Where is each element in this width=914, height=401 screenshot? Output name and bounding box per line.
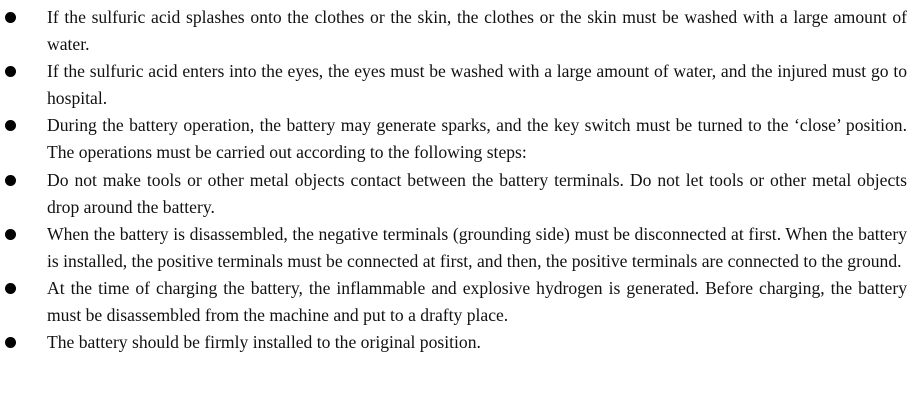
bullet-icon [5, 12, 16, 23]
list-item [0, 112, 914, 166]
document-page [0, 4, 914, 356]
list-item [0, 58, 914, 112]
bullet-icon [5, 120, 16, 131]
bullet-icon [5, 337, 16, 348]
bullet-icon [5, 175, 16, 186]
list-item-text: If the sulfuric acid enters into the eyes, the eyes must be washed with a large amount of water, and the injured must go to hospital. [47, 61, 907, 109]
list-item [0, 221, 914, 275]
list-item-text: The battery should be firmly installed to the original position. [47, 332, 481, 353]
bullet-icon [5, 283, 16, 294]
list-item [0, 167, 914, 221]
list-item-text: At the time of charging the battery, the inflammable and explosive hydrogen is generated. Before charging, the battery must be disassembled from the machine and put to a drafty place. [47, 277, 907, 326]
list-item-text: When the battery is disassembled, the negative terminals (grounding side) must be disconnected at first. When the battery is installed, the positive terminals must be connected at first, and then, the positive terminals are connected to the ground. [47, 223, 907, 271]
list-item [0, 329, 914, 356]
bullet-icon [5, 229, 16, 240]
list-item-text: Do not make tools or other metal objects contact between the battery terminals. Do not let tools or other metal objects drop around the battery. [47, 169, 907, 217]
bullet-icon [5, 66, 16, 77]
list-item [0, 275, 914, 329]
list-item-text: If the sulfuric acid splashes onto the clothes or the skin, the clothes or the skin must be washed with a large amount of water. [47, 7, 907, 55]
list-item [0, 4, 914, 58]
safety-bullet-list [0, 4, 914, 356]
list-item-text: During the battery operation, the battery may generate sparks, and the key switch must be turned to the ‘close’ position. The operations must be carried out according to the following steps: [47, 115, 907, 163]
